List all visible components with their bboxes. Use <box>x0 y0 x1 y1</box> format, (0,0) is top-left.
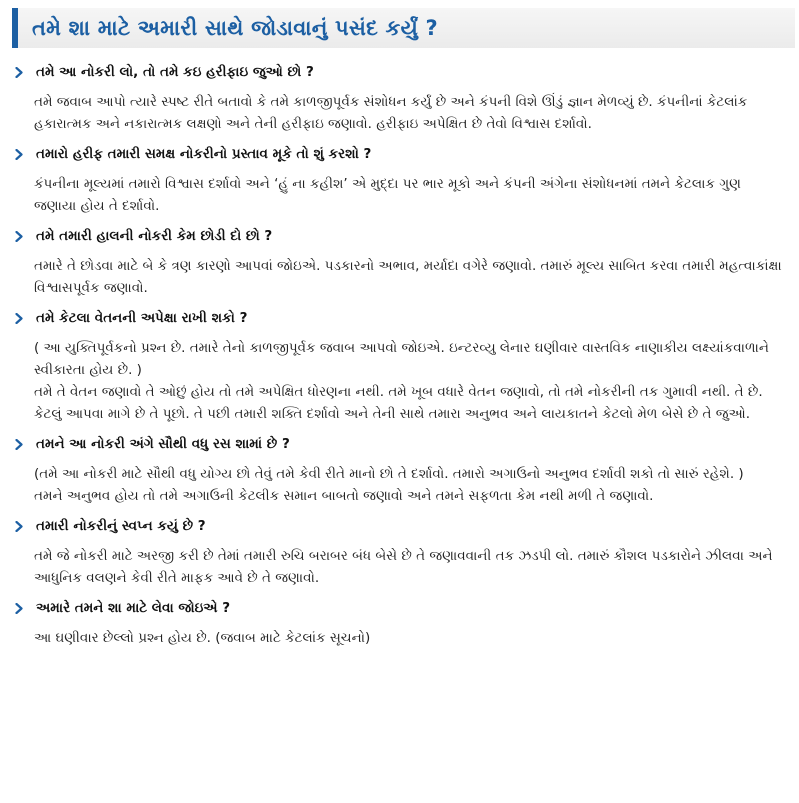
answer-paragraph: તમે જવાબ આપો ત્યારે સ્પષ્ટ રીતે બતાવો કે તમે કાળજીપૂર્વક સંશોધન કર્યું છે અને કંપની વિશે ઊંડું જ્ઞાન મેળવ્યું છે. કંપનીનાં કેટલાંક હકારાત્મક અને નકારાત્મક લક્ષણો અને તેની હરીફાઇ જણાવો. હરીફાઇ અપેક્ષિત છે તેવો વિશ્વાસ દર્શાવો. <box>34 94 748 132</box>
answer-text <box>12 463 799 507</box>
answer-paragraph: તમે તે વેતન જણાવો તે ઓછું હોય તો તમે અપેક્ષિત ધોરણના નથી. તમે ખૂબ વધારે વેતન જણાવો, તો તમે નોકરીની તક ગુમાવી નથી. તે છે. કેટલું આપવા માગે છે તે પૂછો. તે પછી તમારી શક્તિ દર્શાવો અને તેની સાથે તમારા અનુભવ અને લાયકાતને કેટલો મેળ બેસે છે તે જુઓ. <box>34 384 763 422</box>
question-row <box>12 225 799 247</box>
answer-paragraph: તમારે તે છોડવા માટે બે કે ત્રણ કારણો આપવાં જોઇએ. પડકારનો અભાવ, મર્યાદા વગેરે જણાવો. તમારું મૂલ્ય સાબિત કરવા તમારી મહત્વાકાંક્ષા વિશ્વાસપૂર્વક જણાવો. <box>34 258 782 296</box>
answer-paragraph: ( આ યુક્તિપૂર્વકનો પ્રશ્ન છે. તમારે તેનો કાળજીપૂર્વક જવાબ આપવો જોઇએ. ઇન્ટરવ્યુ લેનાર ઘણીવાર વાસ્તવિક નાણાકીય લક્ષ્યાંકવાળાને સ્વીકારતા હોય છે. ) <box>34 340 769 378</box>
chevron-right-icon <box>12 147 26 161</box>
answer-text <box>12 627 799 649</box>
page-title-bar <box>12 8 795 48</box>
chevron-right-icon <box>12 311 26 325</box>
answer-text <box>12 337 799 425</box>
question-text: તમે કેટલા વેતનની અપેક્ષા રાખી શકો ? <box>36 310 248 326</box>
answer-text <box>12 91 799 135</box>
qa-item <box>12 307 799 425</box>
answer-paragraph: (તમે આ નોકરી માટે સૌથી વધુ યોગ્ય છો તેવું તમે કેવી રીતે માનો છો તે દર્શાવો. તમારો અગાઉનો અનુભવ દર્શાવી શકો તો સારું રહેશે. ) <box>34 466 744 482</box>
qa-item <box>12 61 799 135</box>
answer-paragraph: આ ઘણીવાર છેલ્લો પ્રશ્ન હોય છે. (જવાબ માટે કેટલાંક સૂચનો) <box>34 630 371 646</box>
question-row <box>12 307 799 329</box>
question-row <box>12 61 799 83</box>
page-title: તમે શા માટે અમારી સાથે જોડાવાનું પસંદ કર્યું ? <box>32 15 438 40</box>
chevron-right-icon <box>12 229 26 243</box>
chevron-right-icon <box>12 437 26 451</box>
question-text: તમારો હરીફ તમારી સમક્ષ નોકરીનો પ્રસ્તાવ મૂકે તો શું કરશો ? <box>36 146 372 162</box>
question-text: અમારે તમને શા માટે લેવા જોઇએ ? <box>36 600 231 616</box>
qa-item <box>12 597 799 649</box>
question-row <box>12 515 799 537</box>
question-text: તમને આ નોકરી અંગે સૌથી વધુ રસ શામાં છે ? <box>36 436 290 452</box>
question-row <box>12 597 799 619</box>
chevron-right-icon <box>12 65 26 79</box>
question-row <box>12 143 799 165</box>
answer-paragraph: તમને અનુભવ હોય તો તમે અગાઉની કેટલીક સમાન બાબતો જણાવો અને તમને સફળતા કેમ નથી મળી તે જણાવો. <box>34 488 654 504</box>
answer-text <box>12 545 799 589</box>
answer-paragraph: તમે જે નોકરી માટે અરજી કરી છે તેમાં તમારી રુચિ બરાબર બંધ બેસે છે તે જણાવવાની તક ઝડપી લો. તમારું કૌશલ પડકારોને ઝીલવા અને આધુનિક વલણને કેવી રીતે માફક આવે છે તે જણાવો. <box>34 548 773 586</box>
answer-paragraph: કંપનીના મૂલ્યમાં તમારો વિશ્વાસ દર્શાવો અને ‘હું ના કહીશ’ એ મુદ્દા પર ભાર મૂકો અને કંપની અંગેના સંશોધનમાં તમને કેટલાક ગુણ જણાયા હોય તે દર્શાવો. <box>34 176 741 214</box>
chevron-right-icon <box>12 519 26 533</box>
question-text: તમારી નોકરીનું સ્વપ્ન કયું છે ? <box>36 518 206 534</box>
question-text: તમે આ નોકરી લો, તો તમે કઇ હરીફાઇ જુઓ છો ? <box>36 64 314 80</box>
qa-item <box>12 515 799 589</box>
answer-text <box>12 255 799 299</box>
question-row <box>12 433 799 455</box>
qa-item <box>12 225 799 299</box>
question-text: તમે તમારી હાલની નોકરી કેમ છોડી દો છો ? <box>36 228 273 244</box>
chevron-right-icon <box>12 601 26 615</box>
qa-item <box>12 433 799 507</box>
answer-text <box>12 173 799 217</box>
qa-item <box>12 143 799 217</box>
qa-list <box>12 61 799 649</box>
